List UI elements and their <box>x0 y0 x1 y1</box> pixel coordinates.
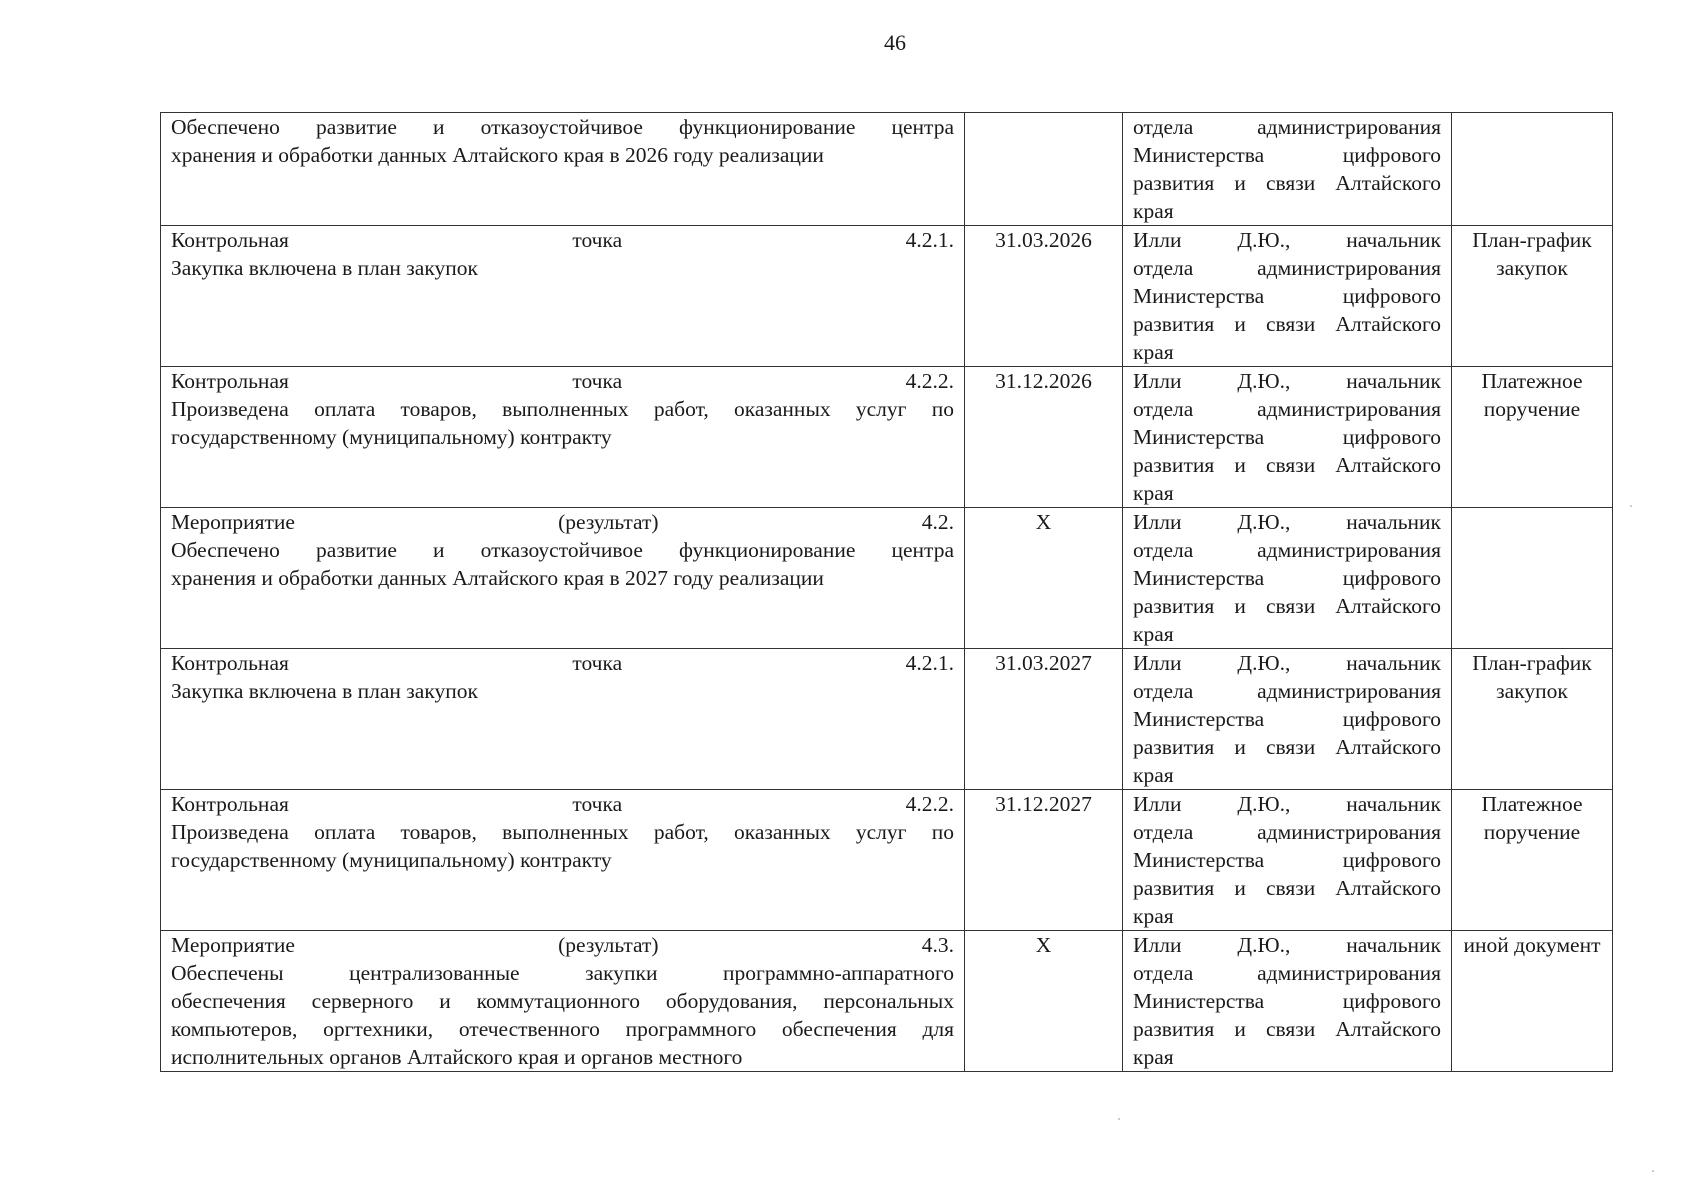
table-row <box>161 649 1613 790</box>
responsible-line: Илли Д.Ю., начальник <box>1133 792 1441 816</box>
description-line: Произведена оплата товаров, выполненных работ, оказанных услуг по <box>171 820 954 844</box>
description-line: государственному (муниципальному) контракту <box>171 848 612 872</box>
responsible-line: Министерства цифрового <box>1133 989 1441 1013</box>
table-row <box>161 931 1613 1072</box>
deadline-cell: 31.12.2026 <box>965 367 1123 508</box>
deadline-cell <box>965 113 1123 226</box>
responsible-person-cell <box>1123 931 1452 1072</box>
description-line: хранения и обработки данных Алтайского края в 2026 году реализации <box>171 143 824 167</box>
table-row <box>161 226 1613 367</box>
deadline-cell: 31.03.2026 <box>965 226 1123 367</box>
activity-description-cell <box>161 113 965 226</box>
description-line: государственному (муниципальному) контракту <box>171 425 612 449</box>
responsible-line: развития и связи Алтайского <box>1133 453 1441 477</box>
responsible-line: отдела администрирования <box>1133 679 1441 703</box>
document-type-cell: Платежное поручение <box>1452 367 1613 508</box>
responsible-line: развития и связи Алтайского <box>1133 594 1441 618</box>
document-type-cell: План-график закупок <box>1452 226 1613 367</box>
responsible-line: Илли Д.Ю., начальник <box>1133 651 1441 675</box>
responsible-line: Министерства цифрового <box>1133 143 1441 167</box>
description-line: Контрольная точка 4.2.2. <box>171 792 954 816</box>
responsible-line: развития и связи Алтайского <box>1133 735 1441 759</box>
table-row <box>161 367 1613 508</box>
responsible-line: Илли Д.Ю., начальник <box>1133 228 1441 252</box>
table-row <box>161 508 1613 649</box>
description-line: Закупка включена в план закупок <box>171 256 478 280</box>
activity-description-cell <box>161 367 965 508</box>
responsible-line: Министерства цифрового <box>1133 707 1441 731</box>
responsible-line: отдела администрирования <box>1133 820 1441 844</box>
scan-speck <box>1630 505 1632 507</box>
responsible-line: края <box>1133 622 1174 646</box>
responsible-line: края <box>1133 1045 1174 1069</box>
document-type-cell: иной документ <box>1452 931 1613 1072</box>
responsible-person-cell <box>1123 508 1452 649</box>
activity-description-cell <box>161 508 965 649</box>
responsible-line: развития и связи Алтайского <box>1133 312 1441 336</box>
responsible-person-cell <box>1123 367 1452 508</box>
description-line: обеспечения серверного и коммутационного оборудования, персональных <box>171 989 954 1013</box>
document-type-cell: План-график закупок <box>1452 649 1613 790</box>
responsible-line: развития и связи Алтайского <box>1133 171 1441 195</box>
deadline-cell: 31.03.2027 <box>965 649 1123 790</box>
deadline-cell: Х <box>965 931 1123 1072</box>
responsible-line: Илли Д.Ю., начальник <box>1133 369 1441 393</box>
description-line: Контрольная точка 4.2.1. <box>171 228 954 252</box>
description-line: компьютеров, оргтехники, отечественного программного обеспечения для <box>171 1017 954 1041</box>
table-row <box>161 113 1613 226</box>
responsible-line: Илли Д.Ю., начальник <box>1133 510 1441 534</box>
activity-description-cell <box>161 226 965 367</box>
description-line: Контрольная точка 4.2.2. <box>171 369 954 393</box>
scan-speck <box>1652 1170 1654 1172</box>
plan-table <box>160 112 1613 1072</box>
responsible-line: отдела администрирования <box>1133 256 1441 280</box>
description-line: хранения и обработки данных Алтайского края в 2027 году реализации <box>171 566 824 590</box>
description-line: Мероприятие (результат) 4.3. <box>171 933 954 957</box>
responsible-line: края <box>1133 763 1174 787</box>
responsible-line: отдела администрирования <box>1133 961 1441 985</box>
document-type-cell: Платежное поручение <box>1452 790 1613 931</box>
responsible-line: Министерства цифрового <box>1133 284 1441 308</box>
activity-description-cell <box>161 649 965 790</box>
responsible-line: Министерства цифрового <box>1133 566 1441 590</box>
responsible-person-cell <box>1123 226 1452 367</box>
plan-table-body <box>161 113 1613 1072</box>
description-line: Закупка включена в план закупок <box>171 679 478 703</box>
activity-description-cell <box>161 931 965 1072</box>
deadline-cell: 31.12.2027 <box>965 790 1123 931</box>
responsible-line: развития и связи Алтайского <box>1133 1017 1441 1041</box>
responsible-line: края <box>1133 199 1174 223</box>
scan-speck <box>1118 1118 1120 1120</box>
responsible-line: Министерства цифрового <box>1133 425 1441 449</box>
responsible-line: отдела администрирования <box>1133 115 1441 139</box>
responsible-line: развития и связи Алтайского <box>1133 876 1441 900</box>
description-line: Мероприятие (результат) 4.2. <box>171 510 954 534</box>
responsible-person-cell <box>1123 790 1452 931</box>
responsible-line: Министерства цифрового <box>1133 848 1441 872</box>
table-row <box>161 790 1613 931</box>
responsible-line: края <box>1133 904 1174 928</box>
description-line: Обеспечено развитие и отказоустойчивое функционирование центра <box>171 115 954 139</box>
page-number: 46 <box>884 30 906 55</box>
document-type-cell <box>1452 508 1613 649</box>
deadline-cell: Х <box>965 508 1123 649</box>
description-line: Контрольная точка 4.2.1. <box>171 651 954 675</box>
description-line: исполнительных органов Алтайского края и органов местного <box>171 1045 743 1069</box>
document-type-cell <box>1452 113 1613 226</box>
description-line: Произведена оплата товаров, выполненных работ, оказанных услуг по <box>171 397 954 421</box>
responsible-line: края <box>1133 340 1174 364</box>
description-line: Обеспечено развитие и отказоустойчивое функционирование центра <box>171 538 954 562</box>
description-line: Обеспечены централизованные закупки программно-аппаратного <box>171 961 954 985</box>
responsible-person-cell <box>1123 649 1452 790</box>
responsible-line: края <box>1133 481 1174 505</box>
activity-description-cell <box>161 790 965 931</box>
responsible-person-cell <box>1123 113 1452 226</box>
responsible-line: отдела администрирования <box>1133 538 1441 562</box>
responsible-line: отдела администрирования <box>1133 397 1441 421</box>
responsible-line: Илли Д.Ю., начальник <box>1133 933 1441 957</box>
